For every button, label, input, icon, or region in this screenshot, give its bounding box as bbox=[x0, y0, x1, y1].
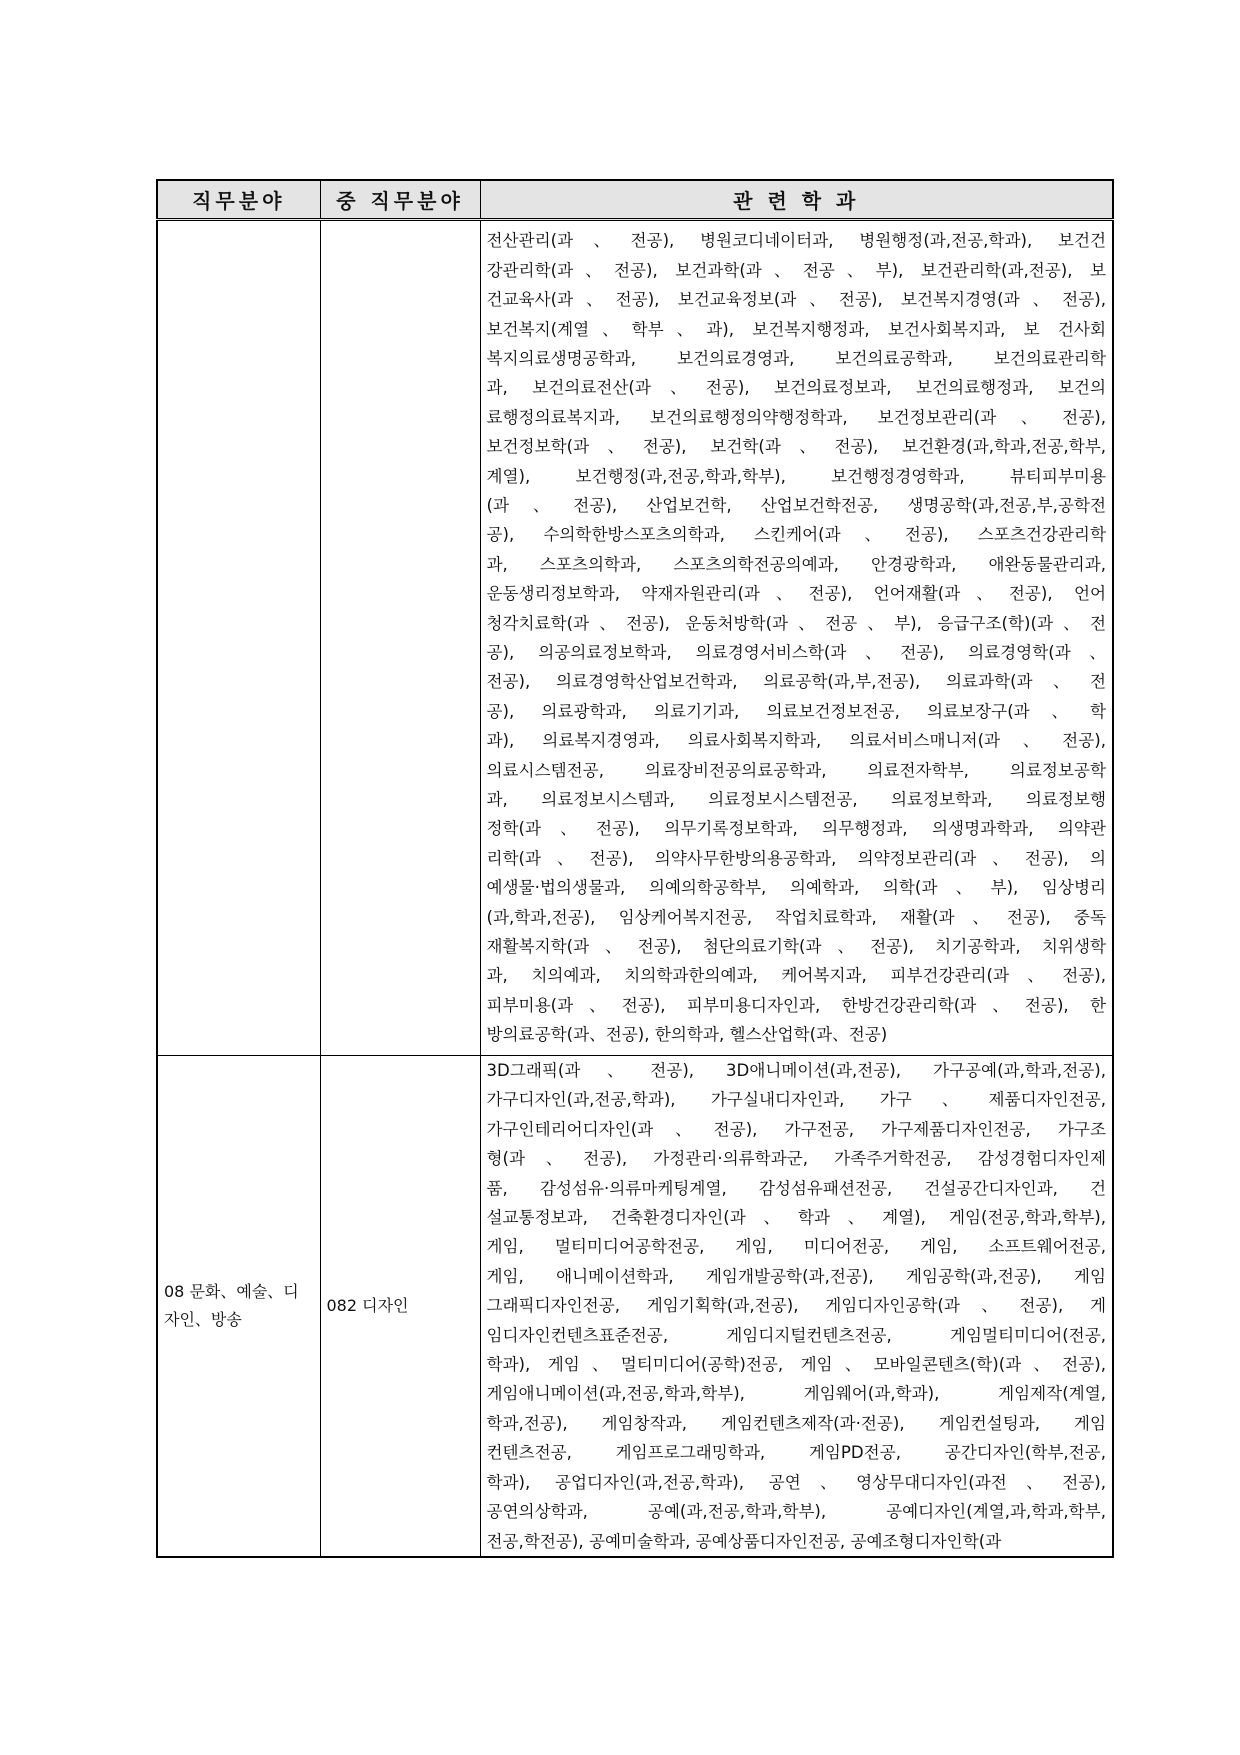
table-row bbox=[157, 220, 1113, 1056]
department-line: 계열), 보건행정(과,전공,학과,학부), 보건행정경영학과, 뷰티피부미용 bbox=[486, 466, 1106, 486]
department-line: 그래픽디자인전공, 게임기획학(과,전공), 게임디자인공학(과、전공), 게 bbox=[486, 1296, 1106, 1316]
header-row bbox=[157, 180, 1113, 220]
field-cell bbox=[157, 220, 320, 1056]
department-line: 공), 수의학한방스포츠의학과, 스킨케어(과、전공), 스포츠건강관리학 bbox=[486, 525, 1106, 545]
related-departments-cell bbox=[480, 1056, 1113, 1557]
department-line: 학과), 공업디자인(과,전공,학과), 공연、영상무대디자인(과전、전공), bbox=[486, 1472, 1106, 1492]
header-field: 직무분야 bbox=[157, 180, 320, 220]
department-line: 전공), 의료경영학산업보건학과, 의료공학(과,부,전공), 의료과학(과、전 bbox=[486, 672, 1106, 692]
field-cell: 08 문화、예술、디자인、방송 bbox=[157, 1056, 320, 1557]
department-line: 피부미용(과、전공), 피부미용디자인과, 한방건강관리학(과、전공), 한 bbox=[486, 995, 1106, 1015]
related-departments-cell bbox=[480, 220, 1113, 1056]
department-line: 학과), 게임、멀티미디어(공학)전공, 게임、모바일콘텐츠(학)(과、전공), bbox=[486, 1355, 1106, 1375]
department-line: 공), 의공의료정보학과, 의료경영서비스학(과、전공), 의료경영학(과、 bbox=[486, 643, 1106, 662]
department-line: 리학(과、전공), 의약사무한방의용공학과, 의약정보관리(과、전공), 의 bbox=[486, 848, 1106, 868]
department-line: 청각치료학(과、전공), 운동처방학(과、전공、부), 응급구조(학)(과、전 bbox=[486, 613, 1106, 633]
department-line: 강관리학(과、전공), 보건과학(과、전공、부), 보건관리학(과,전공), 보 bbox=[486, 260, 1106, 280]
mid-field-cell: 082 디자인 bbox=[320, 1056, 480, 1557]
department-line: 과, 의료정보시스템과, 의료정보시스템전공, 의료정보학과, 의료정보행 bbox=[486, 790, 1106, 810]
department-line: 료행정의료복지과, 보건의료행정의약행정학과, 보건정보관리(과、전공), bbox=[486, 407, 1106, 427]
table-body bbox=[157, 220, 1113, 1557]
header-related-departments: 관 련 학 과 bbox=[480, 180, 1113, 220]
department-table bbox=[156, 179, 1114, 1558]
department-line: 예생물·법의생물과, 의예의학공학부, 의예학과, 의학(과、부), 임상병리 bbox=[486, 878, 1106, 898]
department-line: 과, 보건의료전산(과、전공), 보건의료정보과, 보건의료행정과, 보건의 bbox=[486, 378, 1106, 398]
department-line: 전산관리(과、전공), 병원코디네이터과, 병원행정(과,전공,학과), 보건건 bbox=[486, 231, 1106, 251]
header-mid-field: 중 직무분야 bbox=[320, 180, 480, 220]
department-line: 운동생리정보학과, 약재자원관리(과、전공), 언어재활(과、전공), 언어 bbox=[486, 584, 1106, 604]
department-line: 과, 스포츠의학과, 스포츠의학전공의예과, 안경광학과, 애완동물관리과, bbox=[486, 554, 1106, 574]
department-line: 복지의료생명공학과, 보건의료경영과, 보건의료공학과, 보건의료관리학 bbox=[486, 348, 1106, 368]
department-line: 공), 의료광학과, 의료기기과, 의료보건정보전공, 의료보장구(과、학 bbox=[486, 701, 1106, 721]
department-line: 보건정보학(과、전공), 보건학(과、전공), 보건환경(과,학과,전공,학부, bbox=[486, 437, 1106, 457]
department-line: 게임, 애니메이션학과, 게임개발공학(과,전공), 게임공학(과,전공), 게임 bbox=[486, 1266, 1106, 1286]
department-line: 보건복지(계열、학부、과), 보건복지행정과, 보건사회복지과, 보 건사회 bbox=[486, 319, 1106, 339]
department-line: 과), 의료복지경영과, 의료사회복지학과, 의료서비스매니저(과、전공), bbox=[486, 731, 1106, 751]
department-line: 3D그래픽(과、전공), 3D애니메이션(과,전공), 가구공예(과,학과,전공), bbox=[486, 1061, 1106, 1080]
department-line: 가구인테리어디자인(과、전공), 가구전공, 가구제품디자인전공, 가구조 bbox=[486, 1119, 1106, 1139]
department-line: 형(과、전공), 가정관리·의류학과군, 가족주거학전공, 감성경험디자인제 bbox=[486, 1149, 1106, 1169]
department-line: (과,학과,전공), 임상케어복지전공, 작업치료학과, 재활(과、전공), 중독 bbox=[486, 907, 1106, 927]
department-line: 가구디자인(과,전공,학과), 가구실내디자인과, 가구、제품디자인전공, bbox=[486, 1090, 1106, 1110]
department-line: 전공,학전공), 공예미술학과, 공예상품디자인전공, 공예조형디자인학(과 bbox=[486, 1531, 1002, 1551]
department-line: 학과,전공), 게임창작과, 게임컨텐츠제작(과·전공), 게임컨설팅과, 게임 bbox=[486, 1413, 1106, 1433]
department-line: 게임애니메이션(과,전공,학과,학부), 게임웨어(과,학과), 게임제작(계열, bbox=[486, 1384, 1106, 1404]
department-line: 게임, 멀티미디어공학전공, 게임, 미디어전공, 게임, 소프트웨어전공, bbox=[486, 1237, 1106, 1257]
department-line: 공연의상학과, 공예(과,전공,학과,학부), 공예디자인(계열,과,학과,학부, bbox=[486, 1502, 1106, 1522]
department-line: 건교육사(과、전공), 보건교육정보(과、전공), 보건복지경영(과、전공), bbox=[486, 290, 1106, 310]
department-line: 과, 치의예과, 치의학과한의예과, 케어복지과, 피부건강관리(과、전공), bbox=[486, 966, 1106, 986]
department-line: 품, 감성섬유·의류마케팅계열, 감성섬유패션전공, 건설공간디자인과, 건 bbox=[486, 1178, 1106, 1198]
table-row bbox=[157, 1056, 1113, 1557]
department-line: 컨텐츠전공, 게임프로그래밍학과, 게임PD전공, 공간디자인(학부,전공, bbox=[486, 1443, 1106, 1463]
department-line: 재활복지학(과、전공), 첨단의료기학(과、전공), 치기공학과, 치위생학 bbox=[486, 937, 1106, 957]
department-line: 방의료공학(과、전공), 한의학과, 헬스산업학(과、전공) bbox=[486, 1025, 888, 1045]
department-line: (과、전공), 산업보건학, 산업보건학전공, 생명공학(과,전공,부,공학전 bbox=[486, 495, 1106, 515]
department-line: 의료시스템전공, 의료장비전공의료공학과, 의료전자학부, 의료정보공학 bbox=[486, 760, 1106, 780]
mid-field-cell bbox=[320, 220, 480, 1056]
department-line: 정학(과、전공), 의무기록정보학과, 의무행정과, 의생명과학과, 의약관 bbox=[486, 819, 1106, 839]
department-line: 설교통정보과, 건축환경디자인(과、학과、계열), 게임(전공,학과,학부), bbox=[486, 1208, 1106, 1228]
department-line: 임디자인컨텐츠표준전공, 게임디지털컨텐츠전공, 게임멀티미디어(전공, bbox=[486, 1325, 1106, 1345]
